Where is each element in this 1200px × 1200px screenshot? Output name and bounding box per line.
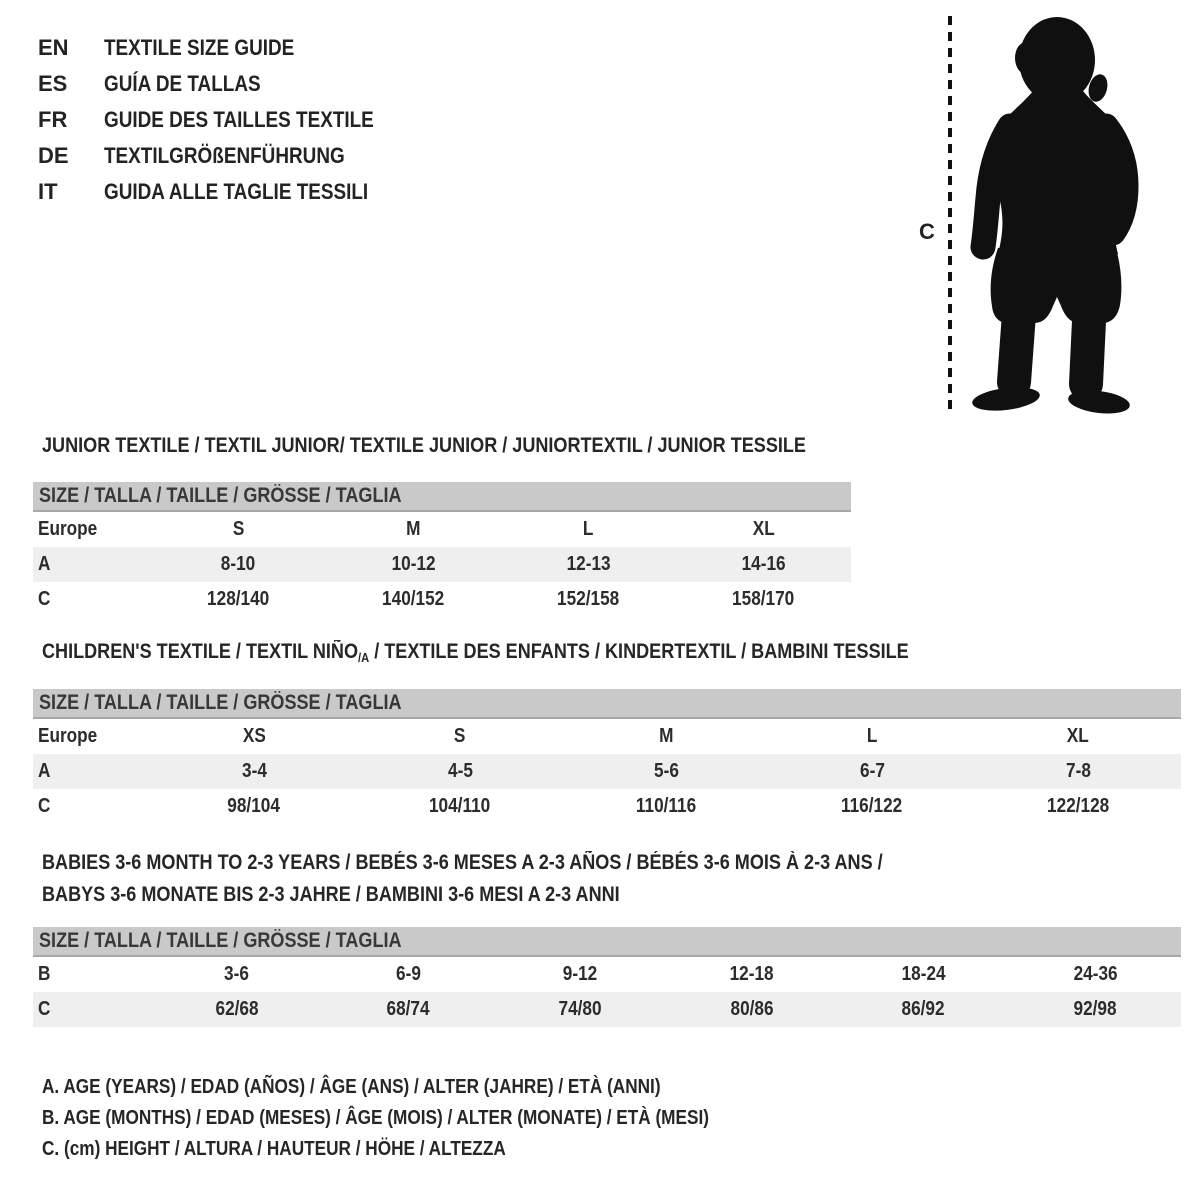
table-row — [33, 754, 1181, 789]
size-cell: 4-5 — [447, 760, 473, 782]
size-cell: XL — [752, 518, 775, 540]
legend-line-c: C. (cm) HEIGHT / ALTURA / HAUTEUR / HÖHE / ALTEZZA — [42, 1138, 506, 1160]
size-cell: 80/86 — [730, 998, 774, 1020]
lang-row-en — [38, 30, 418, 66]
row-label: Europe — [38, 725, 98, 747]
table-row — [33, 789, 1181, 824]
size-cell: 128/140 — [207, 588, 270, 610]
dashed-height-line-icon — [944, 12, 956, 418]
children-section-title-text: CHILDREN'S TEXTILE / TEXTIL NIÑO/A / TEXTILE DES ENFANTS / KINDERTEXTIL / BAMBINI TESSILE — [42, 640, 909, 665]
junior-size-table — [33, 512, 851, 617]
size-cell: 158/170 — [732, 588, 795, 610]
toddler-silhouette-icon — [958, 10, 1144, 420]
children-section-title — [42, 640, 1050, 664]
table-row — [33, 512, 851, 547]
lang-title: GUIDA ALLE TAGLIE TESSILI — [104, 179, 369, 204]
size-cell: 10-12 — [391, 553, 436, 575]
babies-size-table — [33, 957, 1181, 1027]
babies-section-title-text1: BABIES 3-6 MONTH TO 2-3 YEARS / BEBÉS 3-6 MESES A 2-3 AÑOS / BÉBÉS 3-6 MOIS À 2-3 ANS / — [42, 851, 883, 874]
size-cell: 12-13 — [566, 553, 611, 575]
row-label: C — [38, 998, 51, 1020]
size-cell: S — [454, 725, 466, 747]
size-cell: 8-10 — [221, 553, 256, 575]
size-cell: S — [232, 518, 245, 540]
size-cell: XL — [1067, 725, 1089, 747]
size-cell: L — [866, 725, 878, 747]
row-label: C — [38, 795, 51, 817]
size-cell: 104/110 — [429, 795, 491, 817]
table-row — [33, 582, 851, 617]
gender-subscript: /A — [358, 650, 370, 665]
size-cell: 7-8 — [1065, 760, 1091, 782]
size-cell: XS — [242, 725, 266, 747]
row-label: B — [38, 963, 51, 985]
legend-line-a: A. AGE (YEARS) / EDAD (AÑOS) / ÂGE (ANS) / ALTER (JAHRE) / ETÀ (ANNI) — [42, 1076, 661, 1098]
size-cell: 92/98 — [1073, 998, 1117, 1020]
language-title-list — [38, 30, 418, 210]
size-cell: 3-6 — [224, 963, 250, 985]
children-size-header — [33, 689, 1181, 719]
table-row — [33, 992, 1181, 1027]
measurement-legend — [42, 1072, 818, 1165]
junior-section-title-text: JUNIOR TEXTILE / TEXTIL JUNIOR/ TEXTILE JUNIOR / JUNIORTEXTIL / JUNIOR TESSILE — [42, 434, 806, 457]
table-row — [33, 719, 1181, 754]
size-cell: 152/158 — [557, 588, 620, 610]
size-cell: 18-24 — [901, 963, 946, 985]
table-row — [33, 547, 851, 582]
size-header-text: SIZE / TALLA / TAILLE / GRÖSSE / TAGLIA — [39, 929, 402, 952]
lang-code: DE — [38, 143, 69, 168]
lang-title: TEXTILE SIZE GUIDE — [104, 35, 295, 60]
babies-section-title-line1 — [42, 851, 1020, 875]
size-cell: 68/74 — [386, 998, 431, 1020]
size-cell: 122/128 — [1046, 795, 1110, 817]
size-cell: 24-36 — [1073, 963, 1118, 985]
row-label: Europe — [38, 518, 98, 540]
size-cell: 62/68 — [215, 998, 259, 1020]
lang-row-de — [38, 138, 418, 174]
row-label: A — [38, 553, 51, 575]
size-cell: 14-16 — [741, 553, 786, 575]
size-cell: 116/122 — [841, 795, 903, 817]
size-cell: 12-18 — [729, 963, 774, 985]
lang-code: FR — [38, 107, 68, 132]
size-cell: M — [406, 518, 421, 540]
size-cell: 110/116 — [635, 795, 697, 817]
lang-row-fr — [38, 102, 418, 138]
babies-section-title-line2 — [42, 883, 714, 907]
size-cell: M — [658, 725, 674, 747]
size-cell: 74/80 — [558, 998, 602, 1020]
lang-title: GUIDE DES TAILLES TEXTILE — [104, 107, 374, 132]
size-cell: 86/92 — [901, 998, 945, 1020]
height-measure-label: C — [919, 219, 935, 244]
row-label: C — [38, 588, 51, 610]
babies-section-title-text2: BABYS 3-6 MONATE BIS 2-3 JAHRE / BAMBINI 3-6 MESI A 2-3 ANNI — [42, 883, 620, 906]
junior-size-header — [33, 482, 851, 512]
size-cell: 3-4 — [241, 760, 267, 782]
lang-row-it — [38, 174, 418, 210]
lang-row-es — [38, 66, 418, 102]
lang-title: GUÍA DE TALLAS — [104, 71, 261, 96]
row-label: A — [38, 760, 51, 782]
size-header-text: SIZE / TALLA / TAILLE / GRÖSSE / TAGLIA — [39, 484, 402, 507]
babies-size-header — [33, 927, 1181, 957]
size-header-text: SIZE / TALLA / TAILLE / GRÖSSE / TAGLIA — [39, 691, 402, 714]
children-size-table — [33, 719, 1181, 824]
junior-section-title — [42, 434, 930, 458]
legend-line-b: B. AGE (MONTHS) / EDAD (MESES) / ÂGE (MOIS) / ALTER (MONATE) / ETÀ (MESI) — [42, 1107, 709, 1129]
size-cell: 6-7 — [859, 760, 885, 782]
lang-code: ES — [38, 71, 68, 96]
lang-code: EN — [38, 35, 69, 60]
size-cell: 5-6 — [653, 760, 679, 782]
table-row — [33, 957, 1181, 992]
size-cell: 9-12 — [562, 963, 598, 985]
lang-title: TEXTILGRÖßENFÜHRUNG — [104, 143, 345, 168]
size-cell: 6-9 — [396, 963, 421, 985]
size-cell: L — [583, 518, 594, 540]
lang-code: IT — [38, 179, 58, 204]
size-cell: 98/104 — [227, 795, 281, 817]
size-cell: 140/152 — [382, 588, 445, 610]
